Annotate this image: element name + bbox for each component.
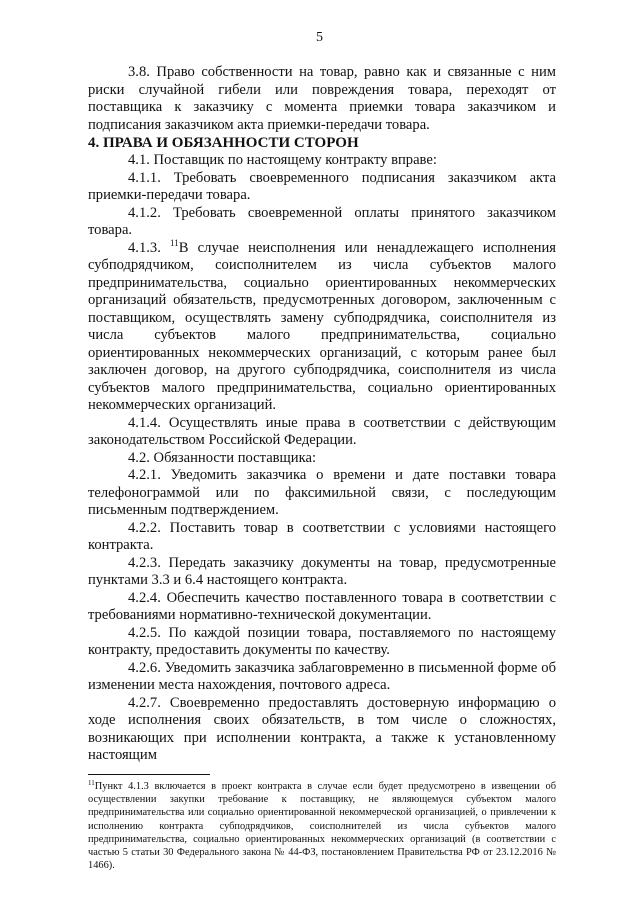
footnote-reference[interactable]: 11 — [170, 237, 179, 248]
footnote-divider — [88, 774, 210, 775]
clause-4-1-2: 4.1.2. Требовать своевременной оплаты принятого заказчиком товара. — [88, 204, 556, 238]
document-body — [88, 64, 556, 765]
clause-text: В случае неисполнения или ненадлежащего исполнения субподрядчиком, соисполнителем из числа субъектов малого предпринимательства, социально ориентированных некоммерческих организаций обязательств, предусмотренных договором, заключенным с поставщиком, осуществлять замену субподрядчика, соисполнителя из числа субъектов малого предпринимательства, социально ориентированных некоммерческих организаций, с которым ранее был заключен договор, на другого субподрядчика, соисполнителя из числа субъектов малого предпринимательства, социально ориентированных некоммерческих организаций. — [88, 239, 556, 413]
clause-4-2-2: 4.2.2. Поставить товар в соответствии с условиями настоящего контракта. — [88, 519, 556, 553]
clause-4-2-7: 4.2.7. Своевременно предоставлять достоверную информацию о ходе исполнения своих обязательств, в том числе о сложностях, возникающих при исполнении контракта, а также к установленному настоящим — [88, 694, 556, 763]
clause-4-2-1: 4.2.1. Уведомить заказчика о времени и дате поставки товара телефонограммой или по факсимильной связи, с последующим письменным подтверждением. — [88, 467, 556, 518]
clause-4-2-3: 4.2.3. Передать заказчику документы на товар, предусмотренные пунктами 3.3 и 6.4 настоящего контракта. — [88, 554, 556, 588]
clause-number: 4.1.3. — [128, 239, 171, 256]
footnote-text: Пункт 4.1.3 включается в проект контракта в случае если будет предусмотрено в извещении об осуществлении закупки требование к поставщику, не являющемуся субъектом малого предпринимательства или социально ориентированной некоммерческой организацией, о привлечении к исполнению контракта субподрядчиков, соисполнителей из числа субъектов малого предпринимательства, социально ориентированных некоммерческих организаций (в соответствии с частью 5 статьи 30 Федерального закона № 44-ФЗ, постановлением Правительства РФ от 23.12.2016 № 1466). — [88, 781, 556, 872]
clause-3-8: 3.8. Право собственности на товар, равно как и связанные с ним риски случайной гибели или повреждения товара, переходят от поставщика к заказчику с момента приемки товара заказчиком и подписания заказчиком акта приемки-передачи товара. — [88, 64, 556, 133]
clause-4-1-3 — [88, 237, 556, 415]
clause-4-1: 4.1. Поставщик по настоящему контракту вправе: — [128, 152, 437, 168]
footnote-mark: 11 — [88, 779, 95, 787]
footnote — [88, 780, 556, 872]
clause-4-2-6: 4.2.6. Уведомить заказчика заблаговременно в письменной форме об изменении места нахождения, почтового адреса. — [88, 659, 556, 693]
section-title: 4. ПРАВА И ОБЯЗАННОСТИ СТОРОН — [88, 135, 359, 151]
clause-4-2: 4.2. Обязанности поставщика: — [128, 449, 317, 466]
clause-4-1-4: 4.1.4. Осуществлять иные права в соответствии с действующим законодательством Российской Федерации. — [88, 414, 556, 448]
clause-4-2-4: 4.2.4. Обеспечить качество поставленного товара в соответствии с требованиями нормативно-технической документации. — [88, 589, 556, 623]
clause-4-1-1: 4.1.1. Требовать своевременного подписания заказчиком акта приемки-передачи товара. — [88, 169, 556, 203]
clause-4-2-5: 4.2.5. По каждой позиции товара, поставляемого по настоящему контракту, предоставить документы по качеству. — [88, 624, 556, 658]
page-number: 5 — [316, 30, 323, 45]
